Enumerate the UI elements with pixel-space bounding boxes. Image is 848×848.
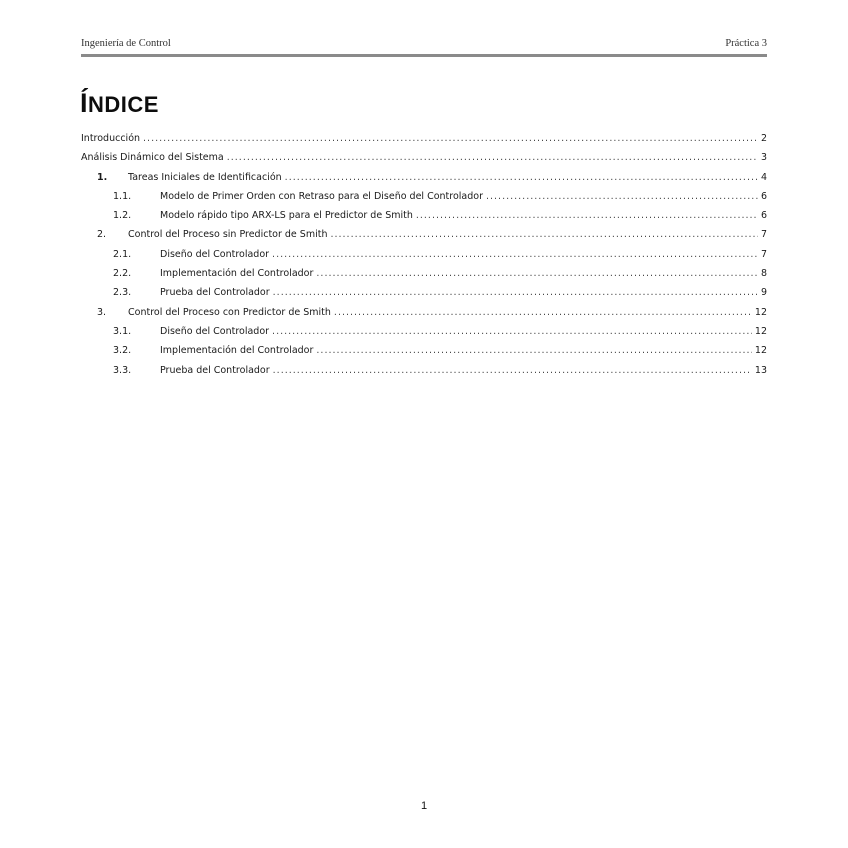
toc-leader (227, 152, 758, 163)
toc-leader (273, 365, 752, 376)
toc-leader (285, 172, 758, 183)
toc-entry-page: 7 (760, 248, 767, 260)
toc-entry-page: 6 (760, 190, 767, 202)
toc-entry-text: Control del Proceso con Predictor de Smith (128, 306, 331, 318)
toc-entry-number: 3.2. (113, 345, 132, 357)
toc-entry-text: Modelo de Primer Orden con Retraso para el Diseño del Controlador (160, 190, 483, 202)
page-number: 1 (420, 800, 428, 812)
toc-entry-page: 12 (754, 325, 767, 337)
toc-entry[interactable] (81, 326, 767, 345)
toc-leader (330, 229, 757, 240)
toc-entry[interactable] (81, 210, 767, 229)
toc-leader (272, 326, 752, 337)
toc-entry[interactable] (81, 365, 767, 384)
toc-entry-page: 8 (760, 268, 767, 280)
toc-entry[interactable] (81, 191, 767, 210)
toc-entry[interactable] (81, 172, 767, 191)
toc-entry-text: Introducción (81, 133, 141, 144)
toc-entry[interactable] (81, 307, 767, 326)
toc-entry-page: 4 (760, 171, 767, 183)
toc-entry[interactable] (81, 152, 767, 171)
toc-entry-text: Tareas Iniciales de Identificación (128, 171, 282, 183)
toc-entry[interactable] (81, 229, 767, 248)
toc-entry-text: Control del Proceso sin Predictor de Smith (128, 229, 328, 241)
toc-leader (334, 307, 752, 318)
toc-entry-number: 3.1. (113, 325, 132, 337)
toc-entry-number: 3. (97, 306, 107, 318)
toc-entry-number: 2.2. (113, 268, 132, 280)
toc-entry-text: Prueba del Controlador (160, 364, 270, 376)
toc-entry-number: 1.2. (113, 210, 132, 222)
toc-entry-text: Modelo rápido tipo ARX-LS para el Predictor de Smith (160, 210, 413, 222)
toc-entry-page: 2 (760, 133, 767, 144)
toc-entry-page: 3 (760, 152, 767, 164)
toc-entry-number: 2. (97, 229, 107, 241)
header-divider (81, 54, 767, 57)
toc-entry-text: Prueba del Controlador (160, 287, 270, 299)
toc-entry-page: 13 (754, 364, 767, 376)
toc-entry-page: 7 (760, 229, 767, 241)
toc-entry[interactable] (81, 249, 767, 268)
toc-entry-page: 9 (760, 287, 767, 299)
toc-entry-number: 3.3. (113, 364, 132, 376)
toc-entry-page: 12 (754, 306, 767, 318)
toc-entry-text: Implementación del Controlador (160, 268, 314, 280)
toc-entry[interactable] (81, 268, 767, 287)
toc-entry[interactable] (81, 345, 767, 364)
toc-entry[interactable] (81, 133, 767, 152)
header-practice-label: Práctica 3 (725, 38, 767, 49)
toc-entry[interactable] (81, 287, 767, 306)
page-header (81, 38, 767, 52)
toc-leader (486, 191, 758, 202)
table-of-contents (81, 133, 767, 384)
toc-entry-text: Implementación del Controlador (160, 345, 314, 357)
toc-entry-page: 6 (760, 210, 767, 222)
toc-entry-text: Diseño del Controlador (160, 325, 270, 337)
header-course-title: Ingeniería de Control (81, 38, 171, 49)
toc-entry-page: 12 (754, 345, 767, 357)
toc-title (80, 88, 159, 119)
toc-leader (316, 345, 752, 356)
toc-leader (273, 287, 758, 298)
toc-leader (272, 249, 758, 260)
toc-leader (416, 210, 758, 221)
toc-entry-text: Diseño del Controlador (160, 248, 270, 260)
toc-entry-number: 1.1. (113, 190, 132, 202)
toc-title-initial: Í (80, 88, 89, 118)
toc-leader (316, 268, 758, 279)
toc-entry-text: Análisis Dinámico del Sistema (81, 152, 224, 164)
toc-leader (143, 133, 758, 144)
toc-title-rest: NDICE (88, 92, 159, 117)
toc-entry-number: 2.3. (113, 287, 132, 299)
toc-entry-number: 1. (97, 171, 108, 183)
toc-entry-number: 2.1. (113, 248, 132, 260)
